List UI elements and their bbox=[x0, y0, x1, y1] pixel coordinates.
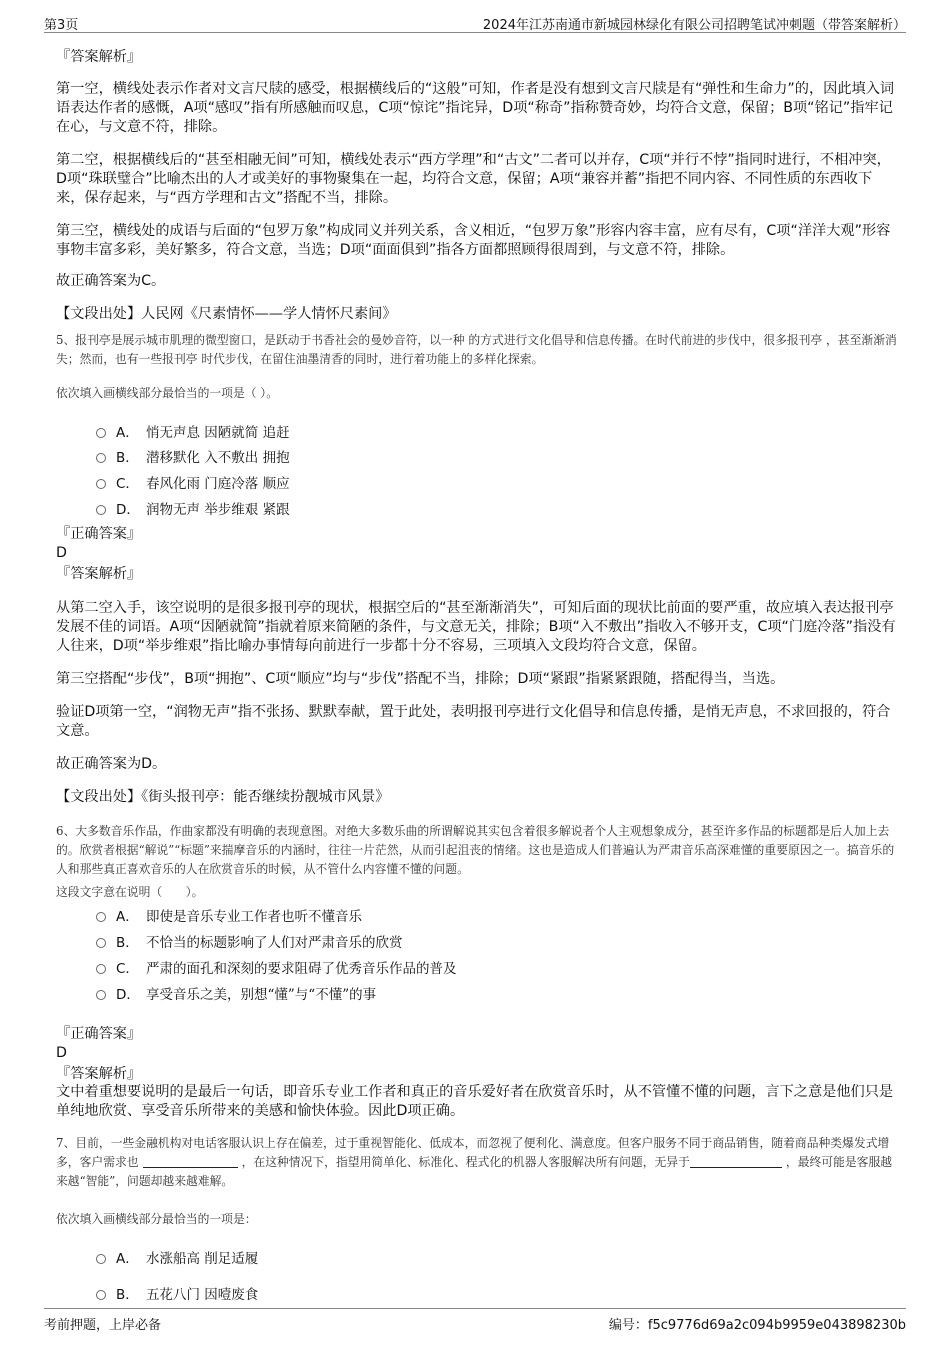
q6-answer-label: 『正确答案』 bbox=[56, 1026, 142, 1042]
option-text: 即使是音乐专业工作者也听不懂音乐 bbox=[146, 909, 362, 925]
option-text: 悄无声息 因陋就简 追赶 bbox=[146, 425, 290, 441]
option-text: 严肃的面孔和深刻的要求阻碍了优秀音乐作品的普及 bbox=[146, 961, 457, 977]
q4-analysis-para3: 第三空，横线处的成语与后面的“包罗万象”构成同义并列关系，含义相近，“包罗万象”形容内容丰富，应有尽有，C项“洋洋大观”形容事物丰富多彩，美好繁多，符合文意，当选；D项“面面俱到”指各方面都照顾得很周到，与文意不符，排除。 bbox=[56, 223, 891, 258]
q5-prompt: 依次填入画横线部分最恰当的一项是（ ）。 bbox=[56, 386, 278, 400]
option-letter: D． bbox=[116, 987, 140, 1003]
option-letter: B． bbox=[116, 1287, 139, 1303]
page-header bbox=[44, 10, 906, 33]
option-text: 潜移默化 入不敷出 拥抱 bbox=[146, 450, 290, 466]
radio-icon[interactable] bbox=[96, 938, 106, 948]
radio-icon[interactable] bbox=[96, 479, 106, 489]
q5-analysis-para3: 验证D项第一空，“润物无声”指不张扬、默默奉献，置于此处，表明报刊亭进行文化倡导和信息传播，是悄无声息，不求回报的，符合文意。 bbox=[56, 704, 891, 739]
q6-option-a[interactable] bbox=[96, 905, 362, 925]
q5-option-b[interactable] bbox=[96, 446, 290, 466]
option-text: 春风化雨 门庭冷落 顺应 bbox=[146, 476, 290, 492]
page-number: 第3页 bbox=[44, 18, 79, 33]
q5-option-a[interactable] bbox=[96, 421, 290, 441]
q5-analysis-para2: 第三空搭配“步伐”，B项“拥抱”、C项“顺应”均与“步伐”搭配不当，排除；D项“紧跟”指紧紧跟随，搭配得当，当选。 bbox=[56, 671, 785, 687]
page-footer bbox=[44, 1308, 906, 1335]
q7-stem-part3: ，最终可能是客服越来越“智能”，问题却越来越难解。 bbox=[56, 1155, 893, 1188]
q7-option-a[interactable] bbox=[96, 1247, 258, 1267]
option-letter: C． bbox=[116, 961, 139, 977]
option-letter: B． bbox=[116, 935, 139, 951]
q6-analysis-label: 『答案解析』 bbox=[56, 1066, 142, 1082]
document-title: 2024年江苏南通市新城园林绿化有限公司招聘笔试冲刺题（带答案解析） bbox=[482, 18, 906, 33]
option-letter: C． bbox=[116, 476, 139, 492]
q6-option-b[interactable] bbox=[96, 931, 403, 951]
q5-source: 【文段出处】《街头报刊亭：能否继续扮靓城市风景》 bbox=[56, 789, 390, 805]
option-text: 享受音乐之美，别想“懂”与“不懂”的事 bbox=[146, 987, 377, 1003]
q6-option-c[interactable] bbox=[96, 957, 457, 977]
q5-analysis-label: 『答案解析』 bbox=[56, 566, 142, 582]
q5-conclusion: 故正确答案为D。 bbox=[56, 756, 167, 772]
radio-icon[interactable] bbox=[96, 1290, 106, 1300]
option-letter: B． bbox=[116, 450, 139, 466]
q7-stem-part1: 7、目前，一些金融机构对电话客服认识上存在偏差，过于重视智能化、低成本，而忽视了便利化、满意度。但客户服务不同于商品销售，随着商品种类爆发式增多，客户需求也 bbox=[56, 1136, 890, 1169]
radio-icon[interactable] bbox=[96, 990, 106, 1000]
radio-icon[interactable] bbox=[96, 964, 106, 974]
document-id: 编号：f5c9776d69a2c094b9959e043898230b bbox=[608, 1318, 906, 1333]
q5-stem: 5、报刊亭是展示城市肌理的微型窗口，是跃动于书香社会的曼妙音符，以一种 的方式进行文化倡导和信息传播。在时代前进的步伐中，很多报刊亭 ，甚至渐渐消失；然而，也有一些报刊亭 时代步伐，在留住油墨清香的同时，进行着功能上的多样化探索。 bbox=[56, 333, 897, 366]
q4-analysis-label: 『答案解析』 bbox=[56, 49, 142, 65]
q5-option-c[interactable] bbox=[96, 472, 290, 492]
answer-blank-1 bbox=[143, 1155, 238, 1168]
q6-stem: 6、大多数音乐作品，作曲家都没有明确的表现意图。对绝大多数乐曲的所谓解说其实包含着很多解说者个人主观想象成分，甚至许多作品的标题都是后人加上去的。欣赏者根据“解说”“标题”来揣摩音乐的内涵时，往往一片茫然，从而引起沮丧的情绪。这也是造成人们普遍认为严肃音乐高深难懂的重要原因之一。搞音乐的人和那些真正喜欢音乐的人在欣赏音乐的时候，从不管什么内容懂不懂的问题。 bbox=[56, 824, 895, 876]
answer-blank-2 bbox=[690, 1155, 782, 1168]
footer-slogan: 考前押题，上岸必备 bbox=[44, 1318, 162, 1333]
option-letter: A． bbox=[116, 909, 139, 925]
q6-answer: D bbox=[56, 1045, 67, 1061]
option-text: 不恰当的标题影响了人们对严肃音乐的欣赏 bbox=[146, 935, 403, 951]
q7-prompt: 依次填入画横线部分最恰当的一项是： bbox=[56, 1212, 257, 1226]
q7-stem-part2: ，在这种情况下，指望用简单化、标准化、程式化的机器人客服解决所有问题，无异于 bbox=[241, 1155, 690, 1169]
q5-answer: D bbox=[56, 545, 67, 561]
q4-analysis-para2: 第二空，根据横线后的“甚至相融无间”可知，横线处表示“西方学理”和“古文”二者可以并存，C项“并行不悖”指同时进行，不相冲突，D项“珠联璧合”比喻杰出的人才或美好的事物聚集在一起，均符合文意，保留；A项“兼容并蓄”指把不同内容、不同性质的东西收下来，保存起来，与“西方学理和古文”搭配不当，排除。 bbox=[56, 152, 891, 206]
q6-analysis: 文中着重想要说明的是最后一句话，即音乐专业工作者和真正的音乐爱好者在欣赏音乐时，从不管懂不懂的问题，言下之意是他们只是单纯地欣赏、享受音乐所带来的美感和愉快体验。因此D项正确。 bbox=[56, 1084, 894, 1119]
q4-conclusion: 故正确答案为C。 bbox=[56, 273, 166, 289]
radio-icon[interactable] bbox=[96, 505, 106, 515]
option-text: 润物无声 举步维艰 紧跟 bbox=[146, 502, 290, 518]
q4-source: 【文段出处】人民网《尺素情怀——学人情怀尺素间》 bbox=[56, 306, 397, 322]
q7-stem bbox=[56, 1134, 898, 1191]
q6-prompt: 这段文字意在说明（ ）。 bbox=[56, 885, 204, 899]
option-letter: D． bbox=[116, 502, 140, 518]
q4-analysis-para1: 第一空，横线处表示作者对文言尺牍的感受，根据横线后的“这般”可知，作者是没有想到文言尺牍是有“弹性和生命力”的，因此填入词语表达作者的感慨，A项“感叹”指有所感触而叹息，C项“惊诧”指诧异，D项“称奇”指称赞奇妙，均符合文意，保留；B项“铭记”指牢记在心，与文意不符，排除。 bbox=[56, 81, 895, 135]
option-letter: A． bbox=[116, 425, 139, 441]
q5-option-d[interactable] bbox=[96, 498, 290, 518]
option-text: 五花八门 因噎废食 bbox=[146, 1287, 259, 1303]
q6-option-d[interactable] bbox=[96, 983, 376, 1003]
option-letter: A． bbox=[116, 1251, 139, 1267]
radio-icon[interactable] bbox=[96, 453, 106, 463]
q7-option-b[interactable] bbox=[96, 1283, 258, 1303]
radio-icon[interactable] bbox=[96, 912, 106, 922]
radio-icon[interactable] bbox=[96, 1254, 106, 1264]
radio-icon[interactable] bbox=[96, 428, 106, 438]
q5-answer-label: 『正确答案』 bbox=[56, 526, 142, 542]
option-text: 水涨船高 削足适履 bbox=[146, 1251, 259, 1267]
q5-analysis-para1: 从第二空入手，该空说明的是很多报刊亭的现状，根据空后的“甚至渐渐消失”，可知后面的现状比前面的要严重，故应填入表达报刊亭发展不佳的词语。A项“因陋就简”指就着原来简陋的条件，与文意无关，排除；B项“入不敷出”指收入不够开支，C项“门庭冷落”指没有人往来，D项“举步维艰”指比喻办事情每向前进行一步都十分不容易，三项填入文段均符合文意，保留。 bbox=[56, 600, 896, 654]
